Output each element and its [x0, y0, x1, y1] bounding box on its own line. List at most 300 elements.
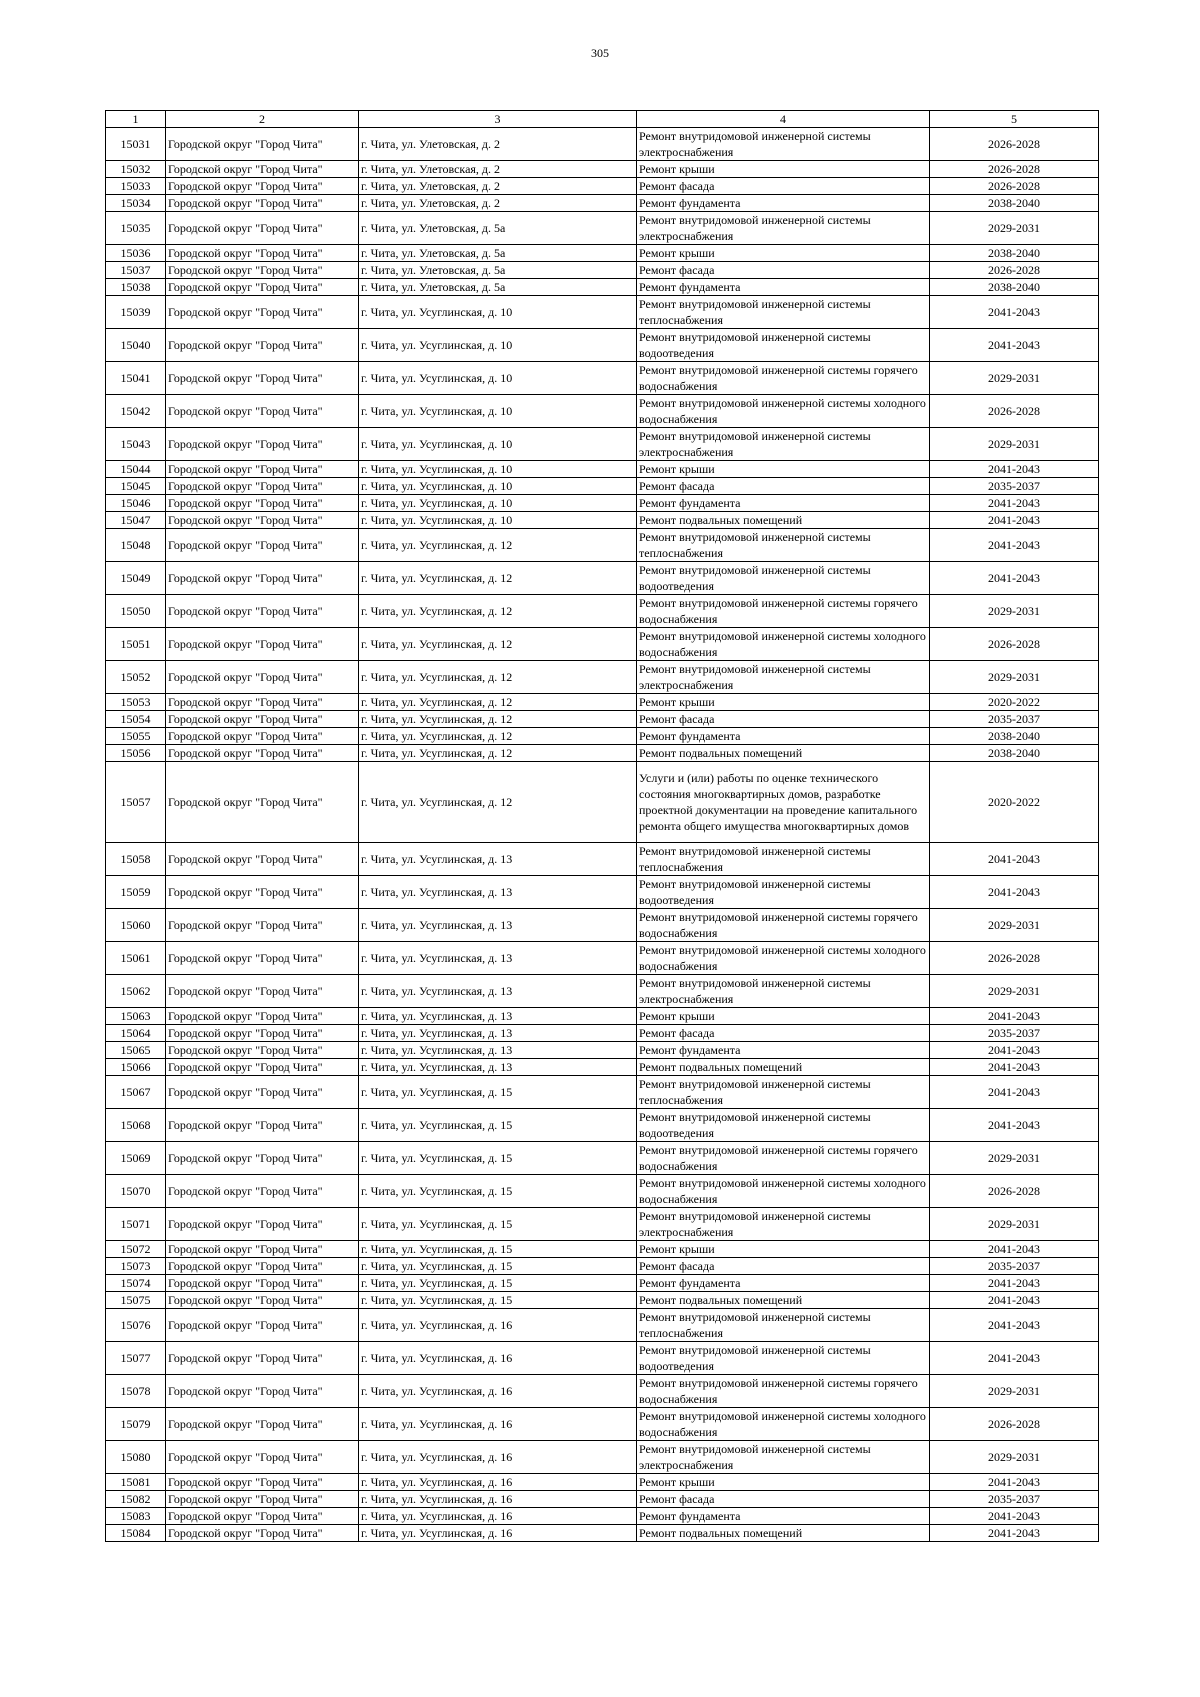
cell-period: 2035-2037 [930, 478, 1099, 495]
cell-municipality: Городской округ "Город Чита" [166, 942, 359, 975]
cell-address: г. Чита, ул. Улетовская, д. 5а [359, 245, 637, 262]
cell-number: 15054 [106, 711, 166, 728]
cell-municipality: Городской округ "Город Чита" [166, 1258, 359, 1275]
cell-period: 2029-2031 [930, 909, 1099, 942]
cell-municipality: Городской округ "Город Чита" [166, 1008, 359, 1025]
cell-period: 2029-2031 [930, 1441, 1099, 1474]
table-row [106, 362, 1099, 395]
table-row [106, 478, 1099, 495]
cell-work-type: Ремонт фундамента [637, 495, 930, 512]
cell-period: 2026-2028 [930, 1175, 1099, 1208]
cell-number: 15036 [106, 245, 166, 262]
table-row [106, 909, 1099, 942]
cell-municipality: Городской округ "Город Чита" [166, 562, 359, 595]
cell-work-type: Ремонт фундамента [637, 728, 930, 745]
table-row [106, 1042, 1099, 1059]
cell-work-type: Ремонт фундамента [637, 195, 930, 212]
header-col-5: 5 [930, 111, 1099, 128]
cell-period: 2041-2043 [930, 512, 1099, 529]
cell-address: г. Чита, ул. Улетовская, д. 2 [359, 195, 637, 212]
cell-address: г. Чита, ул. Усуглинская, д. 10 [359, 495, 637, 512]
cell-address: г. Чита, ул. Усуглинская, д. 16 [359, 1408, 637, 1441]
table-row [106, 843, 1099, 876]
cell-address: г. Чита, ул. Улетовская, д. 5а [359, 279, 637, 296]
cell-number: 15069 [106, 1142, 166, 1175]
cell-municipality: Городской округ "Город Чита" [166, 975, 359, 1008]
table-row [106, 876, 1099, 909]
cell-address: г. Чита, ул. Улетовская, д. 5а [359, 212, 637, 245]
cell-period: 2026-2028 [930, 161, 1099, 178]
cell-municipality: Городской округ "Город Чита" [166, 661, 359, 694]
cell-number: 15053 [106, 694, 166, 711]
cell-period: 2041-2043 [930, 1508, 1099, 1525]
cell-address: г. Чита, ул. Усуглинская, д. 10 [359, 428, 637, 461]
table-row [106, 1474, 1099, 1491]
cell-number: 15055 [106, 728, 166, 745]
cell-number: 15045 [106, 478, 166, 495]
header-col-2: 2 [166, 111, 359, 128]
cell-period: 2041-2043 [930, 876, 1099, 909]
cell-period: 2029-2031 [930, 1208, 1099, 1241]
cell-municipality: Городской округ "Город Чита" [166, 262, 359, 279]
cell-work-type: Ремонт внутридомовой инженерной системы водоотведения [637, 1109, 930, 1142]
table-row [106, 942, 1099, 975]
cell-address: г. Чита, ул. Усуглинская, д. 16 [359, 1441, 637, 1474]
cell-municipality: Городской округ "Город Чита" [166, 1491, 359, 1508]
cell-work-type: Ремонт подвальных помещений [637, 1292, 930, 1309]
cell-municipality: Городской округ "Город Чита" [166, 1025, 359, 1042]
capital-repair-table [105, 110, 1099, 1542]
cell-period: 2035-2037 [930, 1258, 1099, 1275]
cell-municipality: Городской округ "Город Чита" [166, 745, 359, 762]
cell-municipality: Городской округ "Город Чита" [166, 1208, 359, 1241]
cell-period: 2041-2043 [930, 296, 1099, 329]
cell-number: 15081 [106, 1474, 166, 1491]
cell-address: г. Чита, ул. Улетовская, д. 2 [359, 128, 637, 161]
cell-period: 2035-2037 [930, 1491, 1099, 1508]
cell-period: 2026-2028 [930, 178, 1099, 195]
cell-address: г. Чита, ул. Усуглинская, д. 15 [359, 1109, 637, 1142]
cell-period: 2041-2043 [930, 1474, 1099, 1491]
cell-period: 2029-2031 [930, 661, 1099, 694]
cell-period: 2020-2022 [930, 762, 1099, 843]
table-row [106, 694, 1099, 711]
cell-address: г. Чита, ул. Усуглинская, д. 12 [359, 529, 637, 562]
cell-municipality: Городской округ "Город Чита" [166, 1309, 359, 1342]
cell-work-type: Ремонт крыши [637, 461, 930, 478]
table-row [106, 1142, 1099, 1175]
cell-address: г. Чита, ул. Улетовская, д. 2 [359, 178, 637, 195]
cell-municipality: Городской округ "Город Чита" [166, 1408, 359, 1441]
cell-period: 2026-2028 [930, 128, 1099, 161]
cell-address: г. Чита, ул. Усуглинская, д. 13 [359, 1008, 637, 1025]
cell-number: 15077 [106, 1342, 166, 1375]
cell-municipality: Городской округ "Город Чита" [166, 362, 359, 395]
cell-work-type: Ремонт внутридомовой инженерной системы водоотведения [637, 1342, 930, 1375]
cell-period: 2038-2040 [930, 245, 1099, 262]
cell-municipality: Городской округ "Город Чита" [166, 428, 359, 461]
table-row [106, 279, 1099, 296]
cell-address: г. Чита, ул. Усуглинская, д. 10 [359, 296, 637, 329]
cell-municipality: Городской округ "Город Чита" [166, 1525, 359, 1542]
cell-number: 15073 [106, 1258, 166, 1275]
cell-work-type: Ремонт внутридомовой инженерной системы холодного водоснабжения [637, 1408, 930, 1441]
cell-address: г. Чита, ул. Усуглинская, д. 10 [359, 512, 637, 529]
cell-municipality: Городской округ "Город Чита" [166, 1109, 359, 1142]
cell-address: г. Чита, ул. Усуглинская, д. 16 [359, 1525, 637, 1542]
cell-address: г. Чита, ул. Усуглинская, д. 15 [359, 1292, 637, 1309]
cell-work-type: Ремонт фундамента [637, 1508, 930, 1525]
table-row [106, 1241, 1099, 1258]
cell-work-type: Ремонт фасада [637, 711, 930, 728]
cell-municipality: Городской округ "Город Чита" [166, 128, 359, 161]
table-row [106, 745, 1099, 762]
cell-work-type: Ремонт внутридомовой инженерной системы холодного водоснабжения [637, 395, 930, 428]
cell-address: г. Чита, ул. Усуглинская, д. 13 [359, 909, 637, 942]
cell-number: 15080 [106, 1441, 166, 1474]
table-row [106, 428, 1099, 461]
cell-municipality: Городской округ "Город Чита" [166, 1508, 359, 1525]
cell-number: 15049 [106, 562, 166, 595]
cell-period: 2029-2031 [930, 212, 1099, 245]
cell-municipality: Городской округ "Город Чита" [166, 1275, 359, 1292]
cell-municipality: Городской округ "Город Чита" [166, 1042, 359, 1059]
table-header [106, 111, 1099, 128]
cell-work-type: Ремонт фасада [637, 478, 930, 495]
cell-period: 2029-2031 [930, 428, 1099, 461]
cell-period: 2041-2043 [930, 1008, 1099, 1025]
cell-number: 15083 [106, 1508, 166, 1525]
cell-period: 2026-2028 [930, 628, 1099, 661]
cell-work-type: Ремонт фундамента [637, 1042, 930, 1059]
cell-number: 15078 [106, 1375, 166, 1408]
cell-number: 15031 [106, 128, 166, 161]
cell-number: 15079 [106, 1408, 166, 1441]
cell-work-type: Ремонт внутридомовой инженерной системы водоотведения [637, 876, 930, 909]
table-row [106, 595, 1099, 628]
cell-work-type: Ремонт внутридомовой инженерной системы горячего водоснабжения [637, 909, 930, 942]
cell-period: 2041-2043 [930, 1241, 1099, 1258]
cell-work-type: Ремонт крыши [637, 161, 930, 178]
cell-period: 2038-2040 [930, 279, 1099, 296]
cell-number: 15067 [106, 1076, 166, 1109]
cell-period: 2041-2043 [930, 1275, 1099, 1292]
cell-municipality: Городской округ "Город Чита" [166, 1474, 359, 1491]
cell-work-type: Ремонт фасада [637, 1491, 930, 1508]
cell-number: 15039 [106, 296, 166, 329]
cell-work-type: Ремонт крыши [637, 1474, 930, 1491]
cell-period: 2041-2043 [930, 1109, 1099, 1142]
table-row [106, 1375, 1099, 1408]
cell-number: 15070 [106, 1175, 166, 1208]
cell-address: г. Чита, ул. Усуглинская, д. 16 [359, 1375, 637, 1408]
cell-municipality: Городской округ "Город Чита" [166, 478, 359, 495]
header-col-4: 4 [637, 111, 930, 128]
cell-work-type: Ремонт внутридомовой инженерной системы водоотведения [637, 562, 930, 595]
cell-municipality: Городской округ "Город Чита" [166, 694, 359, 711]
cell-work-type: Ремонт крыши [637, 694, 930, 711]
cell-period: 2038-2040 [930, 728, 1099, 745]
cell-municipality: Городской округ "Город Чита" [166, 728, 359, 745]
table-row [106, 329, 1099, 362]
cell-work-type: Ремонт подвальных помещений [637, 745, 930, 762]
cell-municipality: Городской округ "Город Чита" [166, 762, 359, 843]
cell-municipality: Городской округ "Город Чита" [166, 329, 359, 362]
cell-address: г. Чита, ул. Усуглинская, д. 16 [359, 1491, 637, 1508]
table-row [106, 1309, 1099, 1342]
table-row [106, 1508, 1099, 1525]
cell-number: 15038 [106, 279, 166, 296]
cell-number: 15072 [106, 1241, 166, 1258]
table-row [106, 1441, 1099, 1474]
cell-municipality: Городской округ "Город Чита" [166, 395, 359, 428]
cell-number: 15063 [106, 1008, 166, 1025]
cell-municipality: Городской округ "Город Чита" [166, 178, 359, 195]
cell-municipality: Городской округ "Город Чита" [166, 296, 359, 329]
table-row [106, 461, 1099, 478]
cell-number: 15040 [106, 329, 166, 362]
cell-address: г. Чита, ул. Усуглинская, д. 10 [359, 478, 637, 495]
cell-number: 15061 [106, 942, 166, 975]
cell-address: г. Чита, ул. Усуглинская, д. 15 [359, 1076, 637, 1109]
cell-work-type: Ремонт внутридомовой инженерной системы горячего водоснабжения [637, 595, 930, 628]
cell-number: 15068 [106, 1109, 166, 1142]
cell-number: 15051 [106, 628, 166, 661]
cell-period: 2041-2043 [930, 1076, 1099, 1109]
cell-municipality: Городской округ "Город Чита" [166, 1441, 359, 1474]
cell-work-type: Ремонт внутридомовой инженерной системы электроснабжения [637, 128, 930, 161]
cell-work-type: Ремонт фасада [637, 1025, 930, 1042]
cell-work-type: Ремонт внутридомовой инженерной системы теплоснабжения [637, 843, 930, 876]
cell-number: 15058 [106, 843, 166, 876]
table-row [106, 1491, 1099, 1508]
cell-period: 2029-2031 [930, 1142, 1099, 1175]
cell-address: г. Чита, ул. Улетовская, д. 5а [359, 262, 637, 279]
cell-address: г. Чита, ул. Усуглинская, д. 13 [359, 942, 637, 975]
cell-number: 15064 [106, 1025, 166, 1042]
cell-number: 15071 [106, 1208, 166, 1241]
cell-number: 15084 [106, 1525, 166, 1542]
table-row [106, 395, 1099, 428]
table-row [106, 512, 1099, 529]
cell-municipality: Городской округ "Город Чита" [166, 1059, 359, 1076]
cell-number: 15050 [106, 595, 166, 628]
table-row [106, 1208, 1099, 1241]
table-row [106, 1059, 1099, 1076]
cell-municipality: Городской округ "Город Чита" [166, 628, 359, 661]
cell-number: 15082 [106, 1491, 166, 1508]
cell-period: 2029-2031 [930, 595, 1099, 628]
cell-period: 2041-2043 [930, 1342, 1099, 1375]
cell-address: г. Чита, ул. Усуглинская, д. 12 [359, 661, 637, 694]
cell-period: 2041-2043 [930, 1059, 1099, 1076]
cell-period: 2041-2043 [930, 1292, 1099, 1309]
cell-work-type: Ремонт фасада [637, 1258, 930, 1275]
table-row [106, 562, 1099, 595]
cell-municipality: Городской округ "Город Чита" [166, 711, 359, 728]
cell-number: 15035 [106, 212, 166, 245]
table-row [106, 1258, 1099, 1275]
cell-number: 15074 [106, 1275, 166, 1292]
cell-number: 15047 [106, 512, 166, 529]
cell-address: г. Чита, ул. Усуглинская, д. 15 [359, 1241, 637, 1258]
cell-period: 2041-2043 [930, 461, 1099, 478]
cell-number: 15041 [106, 362, 166, 395]
cell-period: 2035-2037 [930, 711, 1099, 728]
cell-municipality: Городской округ "Город Чита" [166, 1241, 359, 1258]
cell-address: г. Чита, ул. Усуглинская, д. 10 [359, 362, 637, 395]
cell-address: г. Чита, ул. Усуглинская, д. 12 [359, 562, 637, 595]
cell-period: 2026-2028 [930, 262, 1099, 279]
cell-municipality: Городской округ "Город Чита" [166, 1342, 359, 1375]
table-row [106, 661, 1099, 694]
cell-address: г. Чита, ул. Усуглинская, д. 12 [359, 745, 637, 762]
cell-municipality: Городской округ "Город Чита" [166, 512, 359, 529]
cell-period: 2026-2028 [930, 395, 1099, 428]
table-row [106, 1292, 1099, 1309]
cell-period: 2020-2022 [930, 694, 1099, 711]
cell-address: г. Чита, ул. Усуглинская, д. 10 [359, 329, 637, 362]
cell-address: г. Чита, ул. Усуглинская, д. 13 [359, 1059, 637, 1076]
table-row [106, 529, 1099, 562]
cell-number: 15065 [106, 1042, 166, 1059]
table-row [106, 1076, 1099, 1109]
cell-number: 15056 [106, 745, 166, 762]
cell-work-type: Ремонт внутридомовой инженерной системы горячего водоснабжения [637, 1375, 930, 1408]
cell-address: г. Чита, ул. Усуглинская, д. 12 [359, 595, 637, 628]
cell-work-type: Ремонт подвальных помещений [637, 512, 930, 529]
cell-number: 15046 [106, 495, 166, 512]
table-row [106, 161, 1099, 178]
cell-number: 15042 [106, 395, 166, 428]
cell-period: 2038-2040 [930, 745, 1099, 762]
cell-address: г. Чита, ул. Усуглинская, д. 15 [359, 1208, 637, 1241]
cell-period: 2041-2043 [930, 1525, 1099, 1542]
cell-work-type: Ремонт внутридомовой инженерной системы холодного водоснабжения [637, 628, 930, 661]
cell-period: 2026-2028 [930, 1408, 1099, 1441]
cell-period: 2041-2043 [930, 1042, 1099, 1059]
cell-municipality: Городской округ "Город Чита" [166, 495, 359, 512]
cell-address: г. Чита, ул. Усуглинская, д. 15 [359, 1258, 637, 1275]
cell-address: г. Чита, ул. Усуглинская, д. 16 [359, 1342, 637, 1375]
cell-municipality: Городской округ "Город Чита" [166, 909, 359, 942]
cell-municipality: Городской округ "Город Чита" [166, 876, 359, 909]
cell-period: 2041-2043 [930, 529, 1099, 562]
cell-work-type: Ремонт внутридомовой инженерной системы горячего водоснабжения [637, 1142, 930, 1175]
cell-work-type: Ремонт подвальных помещений [637, 1525, 930, 1542]
cell-period: 2029-2031 [930, 975, 1099, 1008]
cell-period: 2029-2031 [930, 362, 1099, 395]
cell-period: 2041-2043 [930, 329, 1099, 362]
cell-address: г. Чита, ул. Усуглинская, д. 13 [359, 1025, 637, 1042]
cell-work-type: Ремонт фундамента [637, 1275, 930, 1292]
cell-work-type: Ремонт внутридомовой инженерной системы электроснабжения [637, 1208, 930, 1241]
table-row [106, 495, 1099, 512]
table-row [106, 178, 1099, 195]
cell-municipality: Городской округ "Город Чита" [166, 1175, 359, 1208]
table-row [106, 245, 1099, 262]
cell-municipality: Городской округ "Город Чита" [166, 461, 359, 478]
cell-address: г. Чита, ул. Усуглинская, д. 15 [359, 1142, 637, 1175]
cell-municipality: Городской округ "Город Чита" [166, 245, 359, 262]
cell-work-type: Ремонт внутридомовой инженерной системы водоотведения [637, 329, 930, 362]
cell-municipality: Городской округ "Город Чита" [166, 212, 359, 245]
cell-municipality: Городской округ "Город Чита" [166, 1076, 359, 1109]
cell-work-type: Ремонт подвальных помещений [637, 1059, 930, 1076]
cell-work-type: Ремонт фундамента [637, 279, 930, 296]
cell-address: г. Чита, ул. Усуглинская, д. 16 [359, 1309, 637, 1342]
cell-municipality: Городской округ "Город Чита" [166, 1375, 359, 1408]
cell-work-type: Ремонт внутридомовой инженерной системы электроснабжения [637, 428, 930, 461]
table-row [106, 728, 1099, 745]
cell-municipality: Городской округ "Город Чита" [166, 529, 359, 562]
cell-work-type: Ремонт внутридомовой инженерной системы теплоснабжения [637, 529, 930, 562]
table-row [106, 628, 1099, 661]
cell-work-type: Ремонт внутридомовой инженерной системы электроснабжения [637, 1441, 930, 1474]
cell-period: 2026-2028 [930, 942, 1099, 975]
cell-work-type: Ремонт фасада [637, 178, 930, 195]
table-row [106, 1109, 1099, 1142]
cell-number: 15076 [106, 1309, 166, 1342]
cell-municipality: Городской округ "Город Чита" [166, 195, 359, 212]
cell-work-type: Ремонт внутридомовой инженерной системы электроснабжения [637, 661, 930, 694]
cell-address: г. Чита, ул. Улетовская, д. 2 [359, 161, 637, 178]
table-body [106, 128, 1099, 1542]
cell-address: г. Чита, ул. Усуглинская, д. 13 [359, 876, 637, 909]
cell-address: г. Чита, ул. Усуглинская, д. 12 [359, 728, 637, 745]
cell-period: 2035-2037 [930, 1025, 1099, 1042]
table-row [106, 1175, 1099, 1208]
cell-number: 15048 [106, 529, 166, 562]
cell-period: 2041-2043 [930, 495, 1099, 512]
cell-address: г. Чита, ул. Усуглинская, д. 13 [359, 1042, 637, 1059]
table-row [106, 711, 1099, 728]
cell-number: 15059 [106, 876, 166, 909]
cell-address: г. Чита, ул. Усуглинская, д. 15 [359, 1275, 637, 1292]
cell-municipality: Городской округ "Город Чита" [166, 279, 359, 296]
table-row [106, 1525, 1099, 1542]
cell-work-type: Ремонт внутридомовой инженерной системы теплоснабжения [637, 1309, 930, 1342]
cell-address: г. Чита, ул. Усуглинская, д. 13 [359, 843, 637, 876]
cell-number: 15043 [106, 428, 166, 461]
cell-period: 2041-2043 [930, 843, 1099, 876]
table-row [106, 262, 1099, 279]
cell-number: 15066 [106, 1059, 166, 1076]
table-row [106, 1408, 1099, 1441]
cell-address: г. Чита, ул. Усуглинская, д. 16 [359, 1474, 637, 1491]
header-col-3: 3 [359, 111, 637, 128]
cell-number: 15060 [106, 909, 166, 942]
cell-number: 15033 [106, 178, 166, 195]
cell-municipality: Городской округ "Город Чита" [166, 161, 359, 178]
cell-municipality: Городской округ "Город Чита" [166, 1292, 359, 1309]
cell-period: 2041-2043 [930, 1309, 1099, 1342]
cell-work-type: Ремонт крыши [637, 1241, 930, 1258]
page-number: 305 [591, 46, 609, 60]
cell-address: г. Чита, ул. Усуглинская, д. 10 [359, 461, 637, 478]
cell-work-type: Ремонт внутридомовой инженерной системы теплоснабжения [637, 296, 930, 329]
cell-address: г. Чита, ул. Усуглинская, д. 12 [359, 711, 637, 728]
cell-work-type: Ремонт внутридомовой инженерной системы холодного водоснабжения [637, 942, 930, 975]
cell-address: г. Чита, ул. Усуглинская, д. 16 [359, 1508, 637, 1525]
cell-work-type: Ремонт внутридомовой инженерной системы горячего водоснабжения [637, 362, 930, 395]
cell-number: 15075 [106, 1292, 166, 1309]
cell-address: г. Чита, ул. Усуглинская, д. 12 [359, 628, 637, 661]
cell-address: г. Чита, ул. Усуглинская, д. 15 [359, 1175, 637, 1208]
cell-work-type: Услуги и (или) работы по оценке технического состояния многоквартирных домов, разработке проектной документации на проведение капитального ремонта общего имущества многоквартирных домов [637, 762, 930, 843]
cell-address: г. Чита, ул. Усуглинская, д. 13 [359, 975, 637, 1008]
cell-period: 2029-2031 [930, 1375, 1099, 1408]
